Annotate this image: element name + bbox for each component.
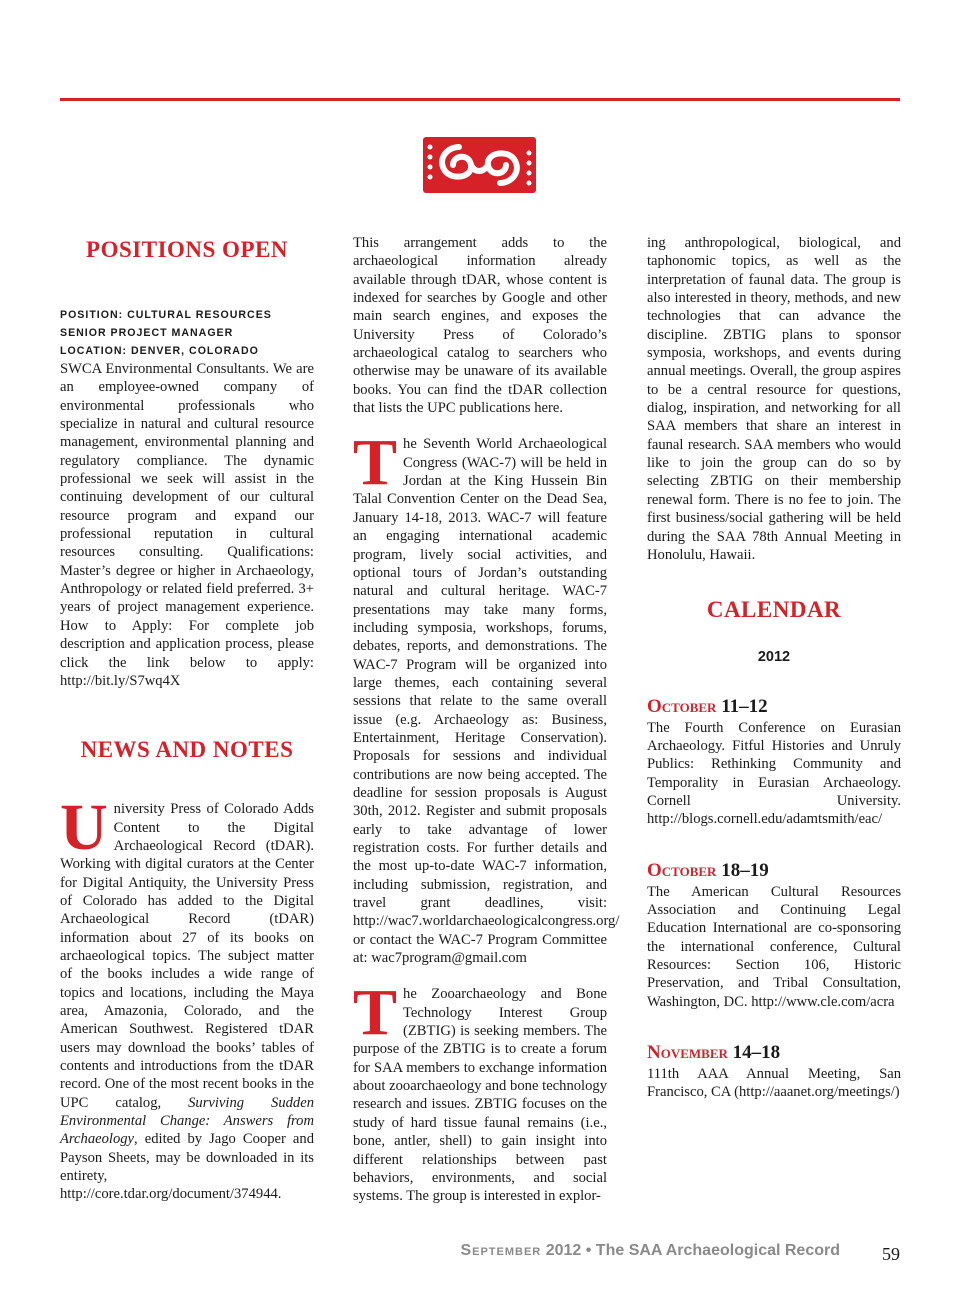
positions-body: SWCA Environmental Consultants. We are an employee-owned company of environmental professionals who specialize in natural and cultural resource management, environmental planning and regulatory compliance. The dynamic professional we seek will assist in the continuing development of our cultural resource program and expand our professional reputation in cultural resources consulting. Qualifications: Master’s degree or higher in Archaeology, Anthropology or related field preferred. 3+ years of project management experience. How to Apply: For complete job description and application process, please click the link below to apply: http://bit.ly/S7wq4X xyxy=(60,361,314,689)
event-date xyxy=(647,859,901,883)
location-label: LOCATION: DENVER, COLORADO xyxy=(60,345,259,357)
footer-month: September xyxy=(460,1242,542,1259)
news-item-upc-lead: niversity Press of Colorado Adds Content to the Digital Archaeological Record (tDAR). Working with digital curators at the Center for Digital Antiquity, the University Press of Colorado has added to the Digital Archaeological Record (tDAR) information about 27 of its books on archaeological topics. The subject matter of the books includes a wide range of topics and locations, including the Maya area, Amazonia, Colorado, and the American Southwest. Registered tDAR users may download the books’ tables of contents and introductions from the tDAR record. One of the most recent books in the UPC catalog, xyxy=(60,801,314,1111)
footer-publication: The SAA Archaeological Record xyxy=(595,1242,840,1259)
calendar-event xyxy=(647,1041,901,1102)
news-item-upc-continued: This arrangement adds to the archaeological information already available through tDAR, whose content is indexed for searches by Google and other main search engines, and exposes the University Press of Colorado’s archaeological catalog to searchers who otherwise may be unaware of its available books. You can find the tDAR collection that lists the UPC publications here. xyxy=(353,235,607,417)
news-and-notes-heading: NEWS AND NOTES xyxy=(80,737,294,763)
news-item-wac7-body: he Seventh World Archaeological Congress (WAC-7) will be held in Jordan at the King Hussein Bin Talal Convention Center on the Dead Sea, January 14-18, 2013. WAC-7 will feature an engaging international academic program, lively social activities, and optional tours of Jordan’s outstanding natural and cultural heritage. WAC-7 presentations may take many forms, including symposia, workshops, forums, debates, reports, and demonstrations. The WAC-7 Program will be organized into large themes, each containing several sessions that relate to the same overall issue (e.g. Archaeology as: Business, Entertainment, Heritage Conservation). Proposals for sessions and individual contributions are now being accepted. The deadline for session proposals is August 30th, 2012. Register and submit proposals early to take advantage of lower registration costs. For further details and the most up-to-date WAC-7 information, including submission, registration, and travel grant deadlines, visit: http://wac7.worldarchaeologicalcongress.org/ or contact the WAC-7 Program Committee at: wac7program@gmail.com xyxy=(353,436,620,967)
event-date xyxy=(647,695,901,719)
event-description: The Fourth Conference on Eurasian Archaeology. Fitful Histories and Unruly Publics: Rethinking Community and Temporality in Eurasian Archaeology. Cornell University. http://blogs.cornell.edu/adamtsmith/eac/ xyxy=(647,719,901,828)
column-middle xyxy=(353,234,620,1206)
news-item-zbtig-continued: ing anthropological, biological, and taphonomic topics, as well as the interpretation of faunal data. The group is also interested in theory, methods, and new technologies that can advance the discipline. ZBTIG plans to sponsor symposia, workshops, and events during annual meetings. Overall, the group aspires to be a central resource for questions, dialog, inspiration, and networking for all SAA members that share an interest in faunal research. SAA members who would like to join the group can do so by selecting ZBTIG on their membership renewal form. There is no fee to join. The first business/social gathering will be held during the SAA 78th Annual Meeting in Honolulu, Hawaii. xyxy=(647,235,901,563)
event-month: October xyxy=(647,695,717,717)
event-days: 14–18 xyxy=(732,1042,781,1063)
book-title: Surviving Sudden Environmental Change: Answers from Archaeology xyxy=(60,1094,314,1148)
column-right xyxy=(647,234,901,1102)
spiral-ornament-icon xyxy=(423,137,536,193)
position-label: POSITION: CULTURAL RESOURCES SENIOR PROJECT MANAGER xyxy=(60,309,272,339)
event-days: 11–12 xyxy=(721,695,768,717)
header-red-rule xyxy=(60,98,900,101)
calendar-heading: CALENDAR xyxy=(706,597,842,623)
page-number: 59 xyxy=(882,1244,900,1264)
calendar-event xyxy=(647,695,901,829)
event-date xyxy=(647,1041,901,1065)
calendar-year: 2012 xyxy=(757,649,791,666)
positions-open-heading: POSITIONS OPEN xyxy=(86,237,288,262)
news-item-wac7 xyxy=(353,426,620,967)
news-item-zbtig xyxy=(353,976,607,1205)
event-days: 18–19 xyxy=(721,859,769,881)
running-footer xyxy=(440,1242,840,1260)
drop-cap-u: U xyxy=(60,791,108,865)
footer-year: 2012 • xyxy=(545,1242,592,1259)
event-month: October xyxy=(647,859,717,881)
drop-cap-t-zbtig: T xyxy=(353,976,398,1050)
news-item-upc xyxy=(60,791,314,1204)
column-left xyxy=(60,234,314,1204)
news-item-upc-tail: , edited by Jago Cooper and Payson Sheets, may be downloaded in its entirety, http://core.tdar.org/document/374944. xyxy=(60,1131,314,1203)
news-item-zbtig-body: he Zooarchaeology and Bone Technology Interest Group (ZBTIG) is seeking members. The purpose of the ZBTIG is to create a forum for SAA members to exchange information about zooarchaeology and bone technology research and issues. ZBTIG focuses on the study of hard tissue faunal remains (i.e., bone, antler, shell) to gain insight into different relationships between past behaviors, environments, and social systems. The group is interested in explor- xyxy=(353,986,607,1205)
event-description: 111th AAA Annual Meeting, San Francisco, CA (http://aaanet.org/meetings/) xyxy=(647,1066,901,1101)
event-description: The American Cultural Resources Association and Continuing Legal Education International are co-sponsoring the international conference, Cultural Resources: Section 106, Historic Preservation, and Tribal Consultation, Washington, DC. http://www.cle.com/acra xyxy=(647,883,901,1010)
event-month: November xyxy=(647,1042,728,1063)
drop-cap-t-wac7: T xyxy=(353,426,398,500)
calendar-event xyxy=(647,859,901,1011)
